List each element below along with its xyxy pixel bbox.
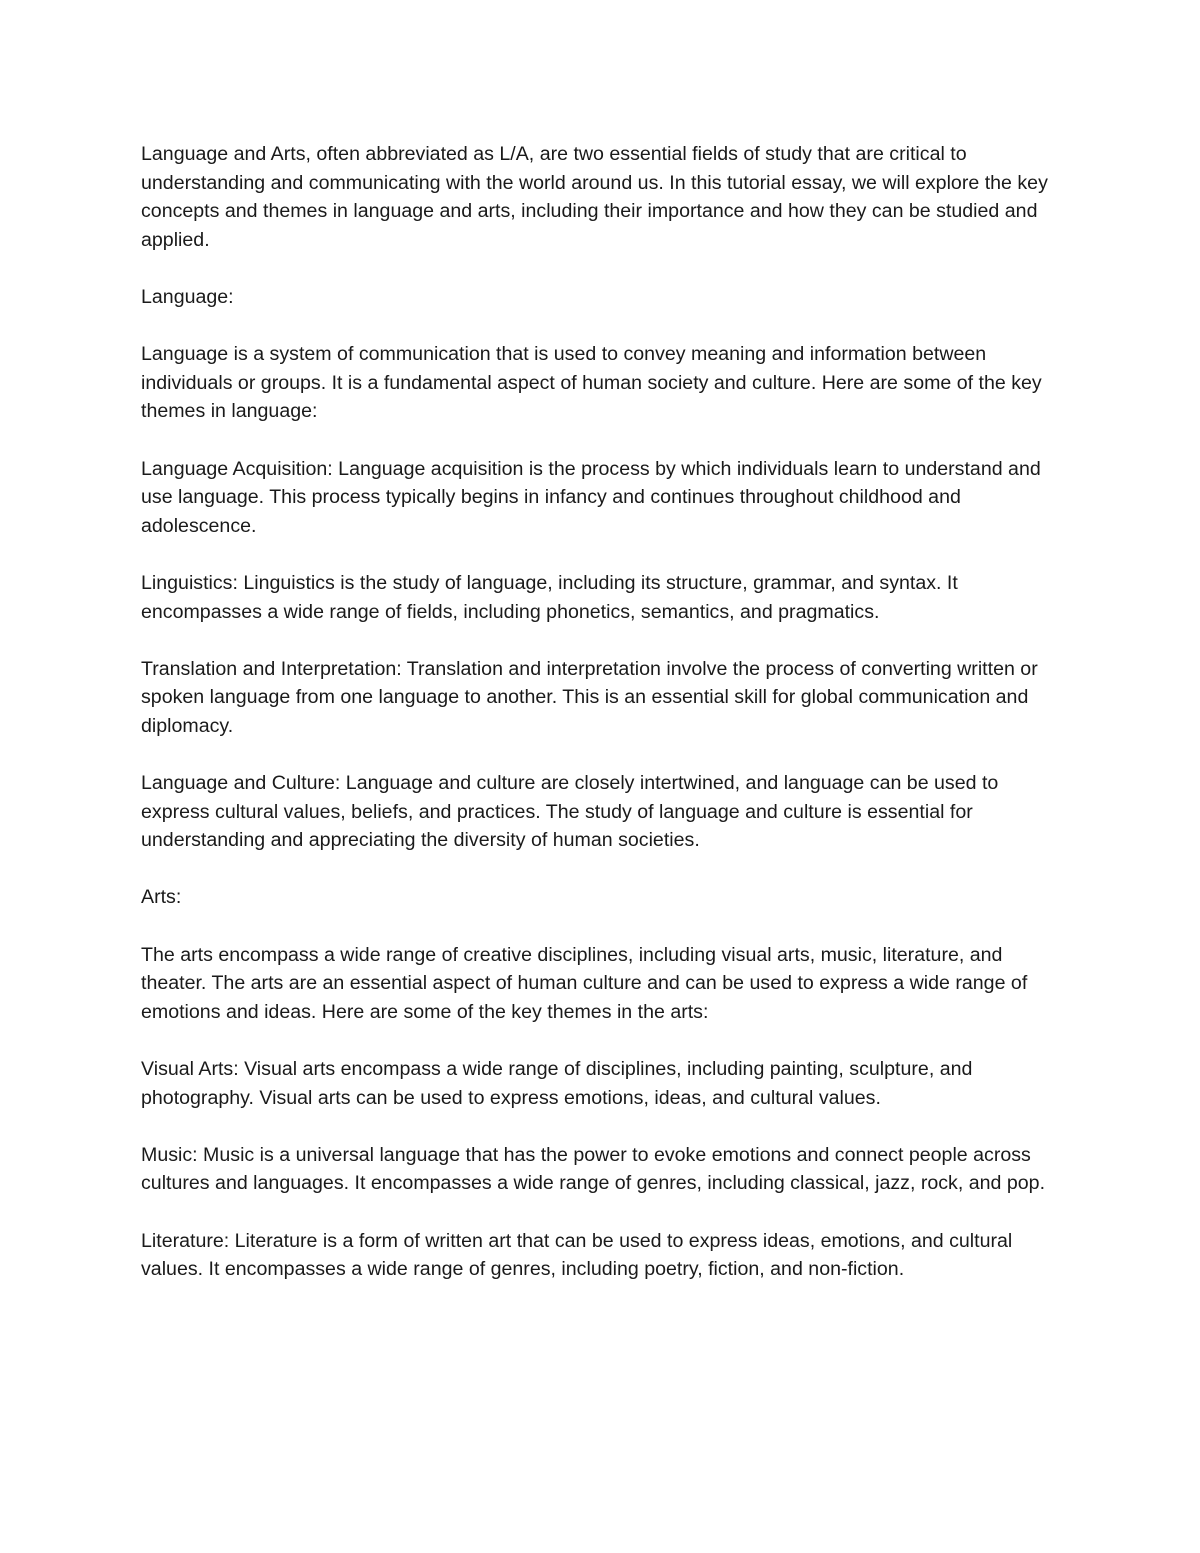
- music-paragraph: Music: Music is a universal language that has the power to evoke emotions and connect people across cultures and languages. It encompasses a wide range of genres, including classical, jazz, rock, and pop.: [141, 1143, 1046, 1195]
- translation-paragraph: Translation and Interpretation: Translation and interpretation involve the process of converting written or spoken language from one language to another. This is an essential skill for global communication and diplomacy.: [141, 657, 1038, 737]
- language-acquisition-paragraph: Language Acquisition: Language acquisition is the process by which individuals learn to understand and use language. This process typically begins in infancy and continues throughout childhood and adolescence.: [141, 457, 1041, 537]
- section-heading-language: Language:: [141, 285, 234, 308]
- intro-paragraph: Language and Arts, often abbreviated as L/A, are two essential fields of study that are critical to understanding and communicating with the world around us. In this tutorial essay, we will explore the key concepts and themes in language and arts, including their importance and how they can be studied and applied.: [141, 143, 1048, 251]
- document-body: [141, 140, 1066, 1284]
- section-heading-arts: Arts:: [141, 886, 182, 909]
- arts-overview-paragraph: The arts encompass a wide range of creative disciplines, including visual arts, music, literature, and theater. The arts are an essential aspect of human culture and can be used to express a wide range of emotions and ideas. Here are some of the key themes in the arts:: [141, 943, 1028, 1023]
- language-overview-paragraph: Language is a system of communication that is used to convey meaning and information between individuals or groups. It is a fundamental aspect of human society and culture. Here are some of the key themes in language:: [141, 343, 1042, 423]
- literature-paragraph: Literature: Literature is a form of written art that can be used to express ideas, emotions, and cultural values. It encompasses a wide range of genres, including poetry, fiction, and non-fiction.: [141, 1229, 1013, 1281]
- linguistics-paragraph: Linguistics: Linguistics is the study of language, including its structure, grammar, and syntax. It encompasses a wide range of fields, including phonetics, semantics, and pragmatics.: [141, 571, 958, 623]
- visual-arts-paragraph: Visual Arts: Visual arts encompass a wide range of disciplines, including painting, sculpture, and photography. Visual arts can be used to express emotions, ideas, and cultural values.: [141, 1058, 973, 1109]
- language-culture-paragraph: Language and Culture: Language and culture are closely intertwined, and language can be used to express cultural values, beliefs, and practices. The study of language and culture is essential for understanding and appreciating the diversity of human societies.: [141, 772, 999, 852]
